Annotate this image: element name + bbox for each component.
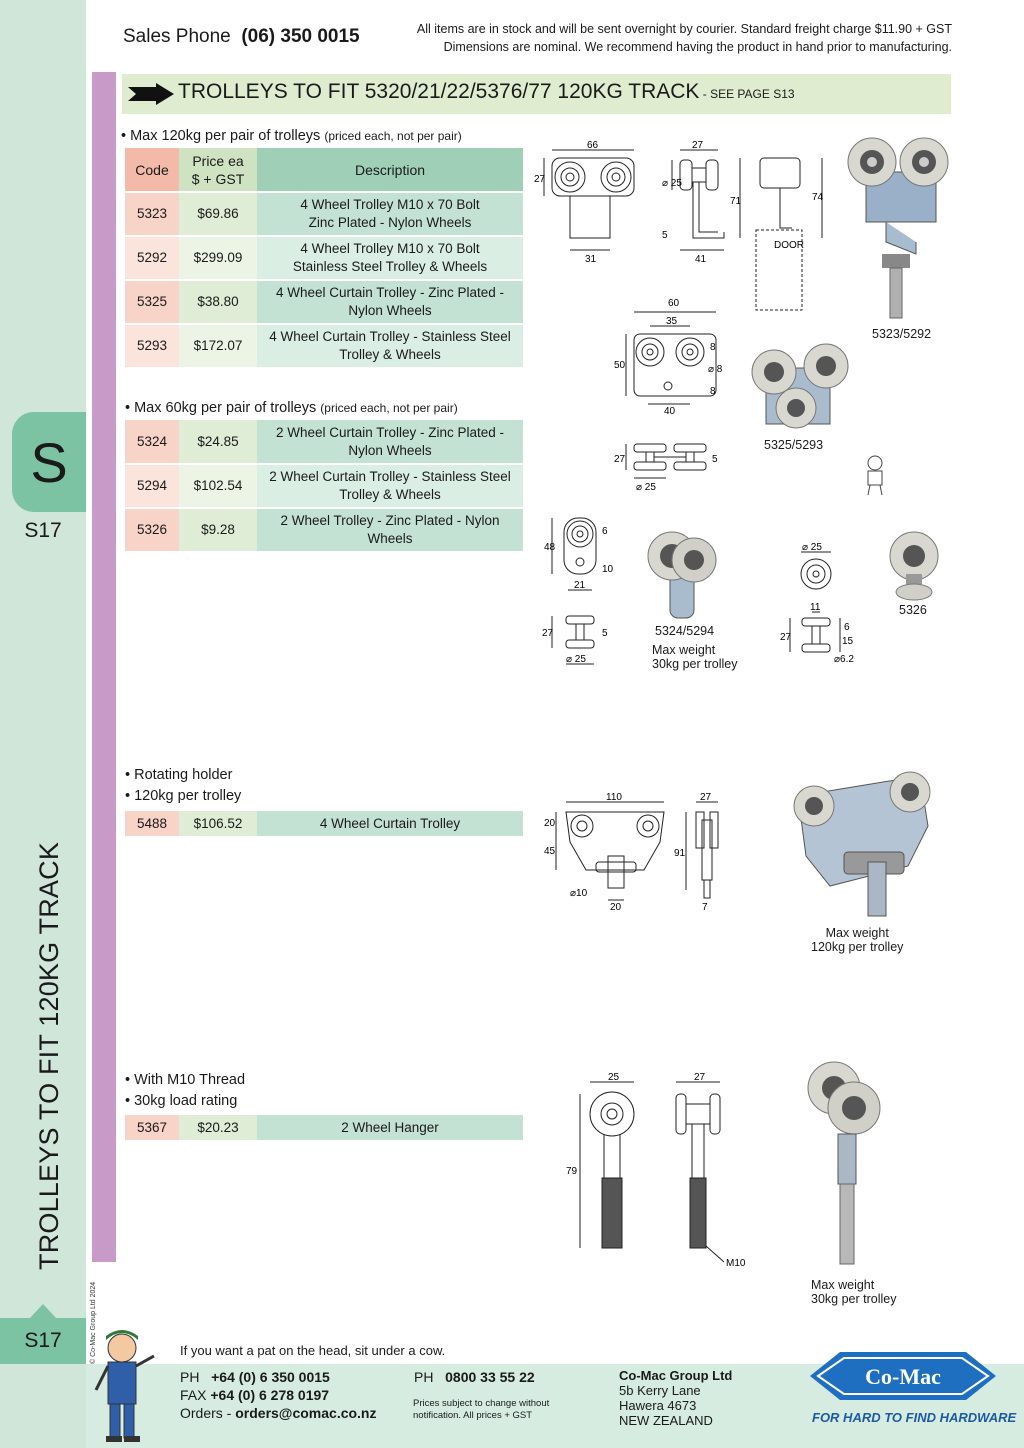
dim-label: 20: [610, 902, 622, 913]
product-table-3: [125, 811, 523, 838]
caption-5325: 5325/5293: [764, 438, 824, 452]
stock-line-2: Dimensions are nominal. We recommend having the product in hand prior to manufacturing.: [443, 40, 952, 54]
dim-label: 27: [694, 1072, 706, 1083]
tab-notch: [30, 1304, 56, 1318]
desc-line-2: Nylon Wheels: [348, 442, 432, 458]
dim-label: 50: [614, 360, 626, 371]
dim-label: 66: [587, 140, 599, 151]
caption-5488-weight: [811, 926, 903, 954]
table-row[interactable]: [125, 324, 523, 368]
header-price: [179, 148, 257, 192]
drawing-5325-dimensions: [612, 294, 736, 418]
dim-label: 27: [692, 140, 704, 151]
photo-5324-trolley: [644, 526, 720, 622]
section-subtitle: - SEE PAGE S13: [699, 87, 795, 101]
cell-code: 5293: [125, 324, 179, 368]
dim-label: 25: [608, 1072, 620, 1083]
caption-line: 30kg per trolley: [652, 657, 738, 671]
table-row[interactable]: [125, 192, 523, 236]
sales-label: Sales Phone: [123, 26, 231, 47]
cell-code: 5325: [125, 280, 179, 324]
cell-price: $24.85: [179, 420, 257, 464]
dim-label: ⌀6.2: [834, 654, 854, 665]
dim-label: 8: [710, 386, 716, 397]
photo-5488-trolley: [790, 766, 940, 920]
header-price-1: Price ea: [192, 152, 244, 169]
dim-label: 35: [666, 316, 678, 327]
ph-value[interactable]: +64 (0) 6 350 0015: [211, 1369, 330, 1385]
cell-description: [257, 508, 523, 552]
table-row[interactable]: [125, 236, 523, 280]
cell-description: [257, 324, 523, 368]
photo-5323-trolley: [846, 132, 952, 324]
caption-line: Max weight: [811, 1278, 875, 1292]
cell-description: [257, 420, 523, 464]
group4-bullet-2: • 30kg load rating: [125, 1093, 238, 1109]
group3-bullet-2: • 120kg per trolley: [125, 788, 242, 804]
table-header-row: [125, 148, 523, 192]
dim-label: 27: [542, 628, 554, 639]
cell-price: $299.09: [179, 236, 257, 280]
freephone: [414, 1368, 535, 1386]
product-table-2: [125, 420, 523, 553]
cell-price: $172.07: [179, 324, 257, 368]
ph2-value[interactable]: 0800 33 55 22: [445, 1369, 535, 1385]
photo-5367-hanger: [798, 1058, 888, 1268]
caption-5326: 5326: [899, 603, 927, 617]
dim-label: 5: [602, 628, 608, 639]
dim-label: 45: [544, 846, 556, 857]
ph2-label: PH: [414, 1369, 434, 1385]
cell-code: 5323: [125, 192, 179, 236]
group2-bullet-text: • Max 60kg per pair of trolleys: [125, 400, 317, 416]
dim-label: 11: [810, 602, 821, 613]
dim-label: ⌀ 8: [708, 364, 723, 375]
cell-description: [257, 464, 523, 508]
group4-bullets: [125, 1070, 245, 1112]
table-row[interactable]: [125, 464, 523, 508]
dim-label: ⌀ 25: [662, 178, 682, 189]
dim-label: 5: [662, 230, 668, 241]
caption-line: 120kg per trolley: [811, 940, 904, 954]
dim-label: 6: [844, 622, 850, 633]
company-name: Co-Mac Group Ltd: [619, 1368, 733, 1383]
dim-label: 79: [566, 1166, 578, 1177]
cell-price: $38.80: [179, 280, 257, 324]
group1-bullet: [121, 128, 462, 144]
cell-price: $69.86: [179, 192, 257, 236]
desc-line-1: 2 Wheel Trolley - Zinc Plated - Nylon: [280, 513, 500, 528]
mascot-icon: [92, 1326, 162, 1446]
sales-number[interactable]: (06) 350 0015: [241, 26, 360, 47]
address-line: Hawera 4673: [619, 1398, 697, 1413]
drawing-5325-side: [612, 438, 732, 494]
cell-code: 5292: [125, 236, 179, 280]
logo-tagline: FOR HARD TO FIND HARDWARE: [812, 1410, 1017, 1425]
desc-line-2: Stainless Steel Trolley & Wheels: [292, 259, 488, 274]
dim-label: 31: [585, 254, 597, 265]
desc-line-1: 2 Wheel Curtain Trolley - Zinc Plated -: [275, 424, 505, 440]
section-title: [178, 80, 795, 104]
product-table-4: [125, 1115, 523, 1142]
logo-text: Co-Mac: [865, 1364, 941, 1389]
dim-label: ⌀ 25: [802, 542, 822, 553]
section-tab[interactable]: [12, 412, 86, 512]
drawing-5323-dimensions: [530, 138, 840, 316]
group3-bullets: [125, 765, 241, 807]
dim-label: 10: [602, 564, 614, 575]
caption-line: 30kg per trolley: [811, 1292, 897, 1306]
group3-bullet-1: • Rotating holder: [125, 767, 233, 783]
group2-note: (priced each, not per pair): [320, 401, 458, 415]
caption-line: Max weight: [652, 643, 716, 657]
section-code-bottom-label: S17: [24, 1329, 62, 1352]
section-bar: [92, 72, 116, 1262]
drawing-5324-dimensions: [540, 512, 620, 672]
cell-code: 5488: [125, 811, 179, 837]
desc-line-2: Zinc Plated - Nylon Wheels: [308, 215, 472, 230]
dim-label: 7: [702, 902, 708, 913]
dim-label: 6: [602, 526, 608, 537]
dim-label: 21: [574, 580, 586, 591]
dim-label: 60: [668, 298, 680, 309]
address-block: [619, 1368, 732, 1428]
product-table-1: [125, 148, 523, 369]
section-code: S17: [24, 519, 62, 542]
fax-label: FAX: [180, 1387, 207, 1403]
dim-label: 8: [710, 342, 716, 353]
stock-note: [417, 20, 952, 56]
header-description: Description: [257, 148, 523, 192]
dim-label: 27: [700, 792, 712, 803]
cell-price: $106.52: [179, 811, 257, 837]
cell-code: 5326: [125, 508, 179, 552]
header-code: Code: [125, 148, 179, 192]
dim-label: 27: [780, 632, 792, 643]
desc-line-2: Trolley & Wheels: [339, 347, 441, 362]
dim-label: 20: [544, 818, 556, 829]
table-row[interactable]: [125, 811, 523, 837]
dim-label: 110: [606, 792, 622, 803]
contact-block: [180, 1368, 377, 1422]
dim-label: 74: [812, 192, 824, 203]
group4-bullet-1: • With M10 Thread: [125, 1072, 246, 1088]
cell-description: [257, 192, 523, 236]
desc-line-2: Wheels: [367, 531, 413, 546]
mascot-icon: [860, 454, 890, 496]
cell-price: $20.23: [179, 1115, 257, 1141]
table-row[interactable]: [125, 1115, 523, 1141]
photo-5325-trolley: [746, 338, 854, 434]
caption-5367-weight: [811, 1278, 896, 1306]
dim-label: 41: [695, 254, 707, 265]
caption-5324-weight: [652, 643, 737, 671]
address-line: 5b Kerry Lane: [619, 1383, 701, 1398]
fax-value[interactable]: +64 (0) 6 278 0197: [210, 1387, 330, 1403]
desc-line-1: 4 Wheel Trolley M10 x 70 Bolt: [300, 197, 480, 212]
cell-description: 4 Wheel Curtain Trolley: [257, 811, 523, 837]
address-line: NEW ZEALAND: [619, 1413, 713, 1428]
dim-label: 40: [664, 406, 676, 417]
ph-label: PH: [180, 1369, 200, 1385]
group2-bullet: [125, 400, 458, 416]
dim-label: 15: [842, 636, 854, 647]
table-row[interactable]: [125, 508, 523, 552]
drawing-5367-dimensions: [560, 1070, 760, 1272]
dim-label: 71: [730, 196, 742, 207]
drawing-5326-dimensions: [778, 540, 858, 668]
dim-label: ⌀ 25: [566, 654, 586, 665]
stock-line-1: All items are in stock and will be sent overnight by courier. Standard freight charge $11.90 + GST: [416, 22, 952, 36]
section-code-bottom[interactable]: [0, 1318, 86, 1364]
desc-line-1: 4 Wheel Trolley M10 x 70 Bolt: [300, 241, 480, 256]
prices-note: [413, 1398, 549, 1422]
caption-5324: 5324/5294: [655, 624, 715, 638]
arrow-icon: [128, 83, 174, 105]
dim-label: 27: [614, 454, 626, 465]
dim-label: 91: [674, 848, 686, 859]
cell-code: 5294: [125, 464, 179, 508]
dim-label: 48: [544, 542, 556, 553]
cell-description: 2 Wheel Hanger: [257, 1115, 523, 1141]
photo-5326-trolley: [884, 530, 944, 602]
caption-5323: 5323/5292: [872, 327, 932, 341]
caption-line: Max weight: [825, 926, 889, 940]
tagline: If you want a pat on the head, sit under a cow.: [180, 1343, 446, 1358]
desc-line-2: Trolley & Wheels: [339, 487, 441, 502]
prices-line-2: notification. All prices + GST: [413, 1410, 533, 1421]
cell-description: [257, 236, 523, 280]
group1-note: (priced each, not per pair): [324, 129, 462, 143]
table-row[interactable]: [125, 420, 523, 464]
table-row[interactable]: [125, 280, 523, 324]
dim-label: M10: [726, 1258, 746, 1269]
desc-line-1: 4 Wheel Curtain Trolley - Stainless Steel: [269, 329, 511, 344]
dim-label: 5: [712, 454, 718, 465]
dim-label: ⌀ 25: [636, 482, 656, 493]
cell-code: 5367: [125, 1115, 179, 1141]
sales-phone: [123, 26, 360, 48]
vertical-section-title: TROLLEYS TO FIT 120KG TRACK: [34, 841, 64, 1270]
section-title-text: TROLLEYS TO FIT 5320/21/22/5376/77 120KG TRACK: [178, 80, 700, 103]
header-price-2: $ + GST: [191, 170, 245, 187]
orders-email[interactable]: orders@comac.co.nz: [235, 1405, 377, 1421]
copyright: © Co-Mac Group Ltd 2024: [90, 1281, 97, 1364]
comac-logo[interactable]: [810, 1344, 996, 1408]
cell-price: $9.28: [179, 508, 257, 552]
section-letter: S: [30, 430, 68, 494]
desc-line-2: Nylon Wheels: [348, 303, 432, 318]
drawing-5488-dimensions: [540, 790, 730, 914]
cell-price: $102.54: [179, 464, 257, 508]
cell-code: 5324: [125, 420, 179, 464]
prices-line-1: Prices subject to change without: [413, 1398, 550, 1409]
group1-bullet-text: • Max 120kg per pair of trolleys: [121, 128, 321, 144]
desc-line-1: 2 Wheel Curtain Trolley - Stainless Steel: [269, 469, 511, 484]
desc-line-1: 4 Wheel Curtain Trolley - Zinc Plated -: [275, 285, 505, 300]
door-label: DOOR: [774, 240, 804, 251]
orders-label: Orders -: [180, 1405, 232, 1421]
dim-label: 27: [534, 174, 546, 185]
dim-label: ⌀10: [570, 888, 588, 899]
cell-description: [257, 280, 523, 324]
